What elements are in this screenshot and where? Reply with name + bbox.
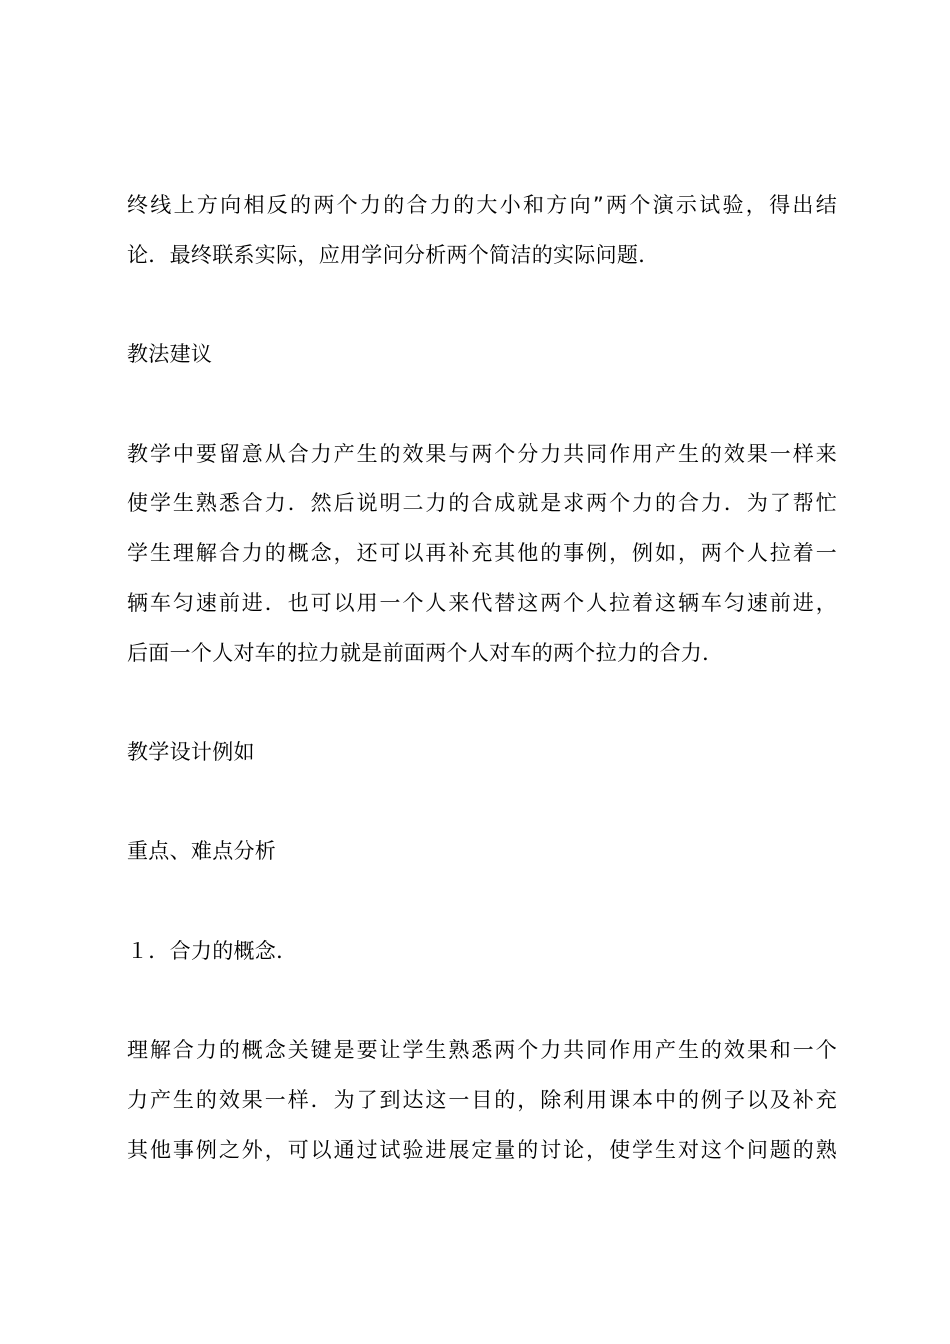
concept-line-1: 理解合力的概念关键是要让学生熟悉两个力共同作用产生的效果和一个 bbox=[127, 1038, 837, 1062]
method-line-5: 后面一个人对车的拉力就是前面两个人对车的两个拉力的合力． bbox=[127, 641, 724, 665]
concept-line-3: 其他事例之外，可以通过试验进展定量的讨论，使学生对这个问题的熟 bbox=[127, 1138, 837, 1162]
method-line-4: 辆车匀速前进．也可以用一个人来代替这两个人拉着这辆车匀速前进， bbox=[127, 591, 837, 615]
heading-teaching-method: 教法建议 bbox=[127, 342, 213, 366]
method-line-2: 使学生熟悉合力．然后说明二力的合成就是求两个力的合力．为了帮忙 bbox=[127, 491, 837, 515]
heading-key-points: 重点、难点分析 bbox=[127, 839, 277, 863]
method-line-3: 学生理解合力的概念，还可以再补充其他的事例，例如，两个人拉着一 bbox=[127, 541, 837, 565]
heading-item-1: １．合力的概念． bbox=[127, 939, 298, 963]
intro-line-2: 论．最终联系实际，应用学问分析两个简洁的实际问题． bbox=[127, 243, 660, 267]
heading-design-example: 教学设计例如 bbox=[127, 740, 255, 764]
method-line-1: 教学中要留意从合力产生的效果与两个分力共同作用产生的效果一样来 bbox=[127, 442, 837, 466]
intro-line-1: 终线上方向相反的两个力的合力的大小和方向”两个演示试验，得出结 bbox=[127, 193, 837, 217]
concept-line-2: 力产生的效果一样．为了到达这一目的，除利用课本中的例子以及补充 bbox=[127, 1088, 837, 1112]
